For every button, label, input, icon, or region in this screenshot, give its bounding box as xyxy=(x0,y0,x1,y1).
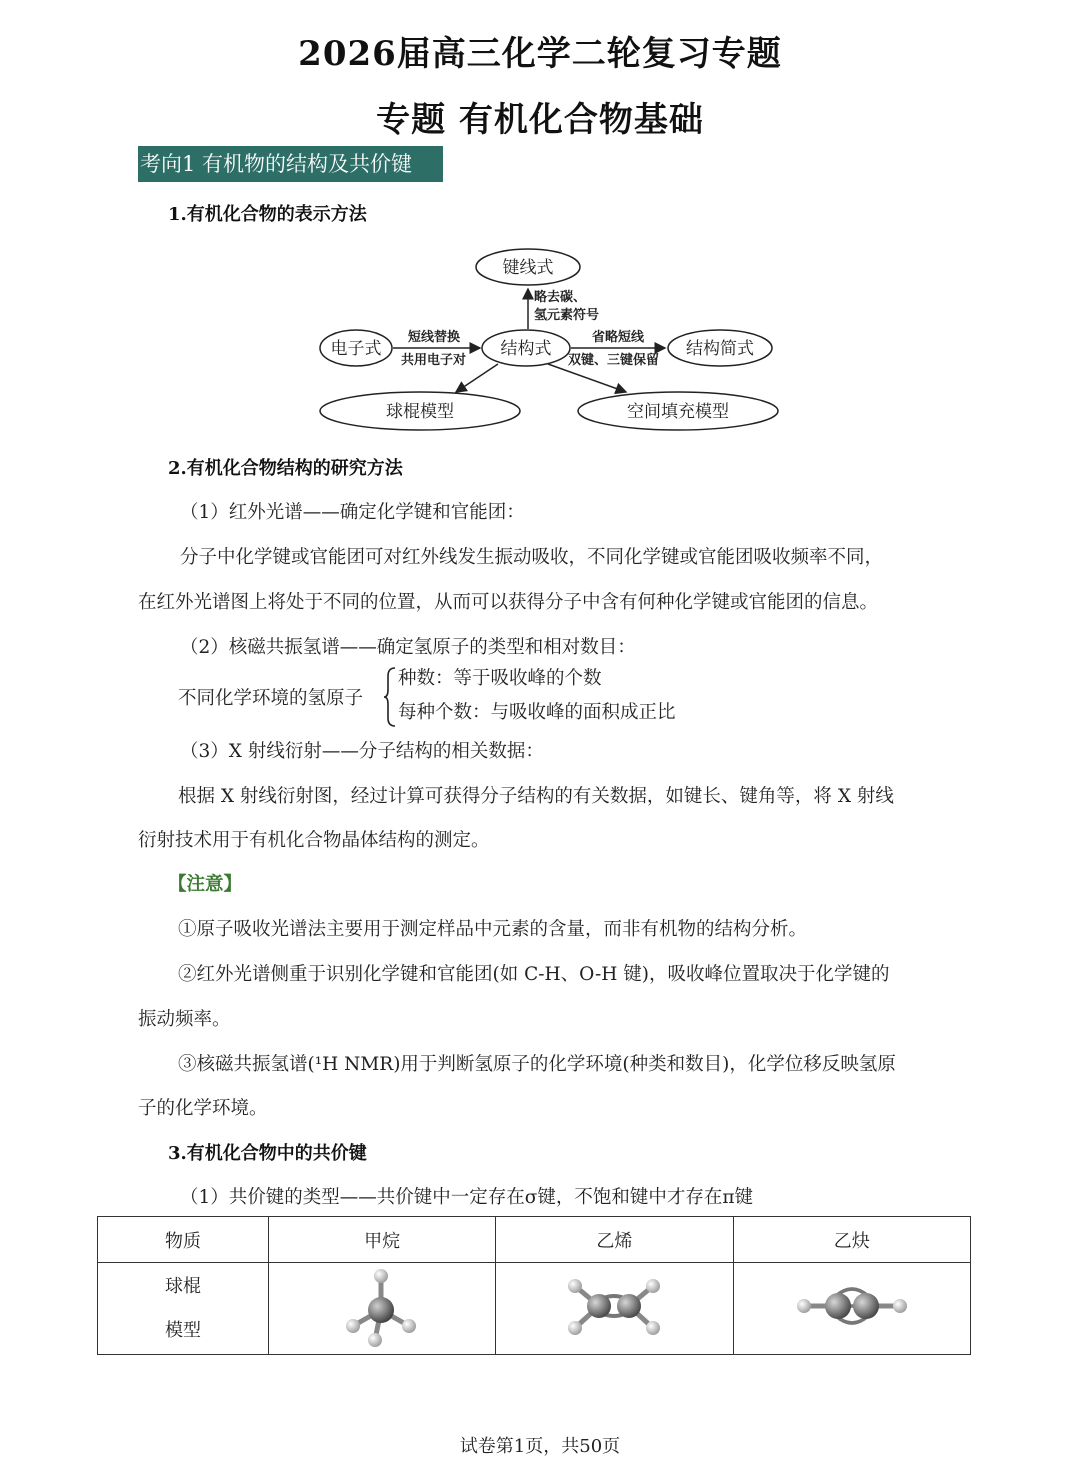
label-up-2: 氢元素符号 xyxy=(534,308,600,323)
row-label-line-2: 模型 xyxy=(164,1319,201,1341)
node-jianxian: 键线式 xyxy=(502,258,554,278)
row-label-line-1: 球棍 xyxy=(164,1275,201,1297)
header-substance: 物质 xyxy=(98,1217,269,1263)
note-label: 【注意】 xyxy=(168,874,243,895)
note-1: ①原子吸收光谱法主要用于测定样品中元素的含量，而非有机物的结构分析。 xyxy=(178,919,808,940)
node-qiugun: 球棍模型 xyxy=(386,402,454,422)
table-row xyxy=(98,1263,971,1355)
nmr-label: 不同化学环境的氢原子 xyxy=(178,688,364,709)
label-up-1: 略去碳、 xyxy=(534,290,587,305)
node-jiegou: 结构式 xyxy=(500,339,552,359)
ethylene-model-cell xyxy=(496,1263,733,1355)
note-2b: 振动频率。 xyxy=(138,1009,231,1030)
label-left-2: 共用电子对 xyxy=(401,353,467,368)
node-kongjian: 空间填充模型 xyxy=(627,402,729,422)
header-methane: 甲烷 xyxy=(268,1217,495,1263)
methane-ball-stick-icon xyxy=(337,1264,427,1348)
nmr-heading: （2）核磁共振氢谱——确定氢原子的类型和相对数目： xyxy=(180,637,636,658)
acetylene-model-cell xyxy=(733,1263,970,1355)
ethylene-ball-stick-icon xyxy=(559,1264,669,1348)
nmr-items xyxy=(398,662,676,730)
xray-body-1: 根据 X 射线衍射图，经过计算可获得分子结构的有关数据，如键长、键角等，将 X 射线 xyxy=(178,786,894,807)
arrow-down-left xyxy=(456,364,498,392)
node-dianzi: 电子式 xyxy=(330,339,382,359)
label-right-2: 双键、三键保留 xyxy=(568,353,660,368)
molecule-table xyxy=(97,1216,971,1355)
document-title: 2026届高三化学二轮复习专题 xyxy=(298,34,782,74)
nmr-item-1: 种数：等于吸收峰的个数 xyxy=(398,668,602,689)
brace-icon xyxy=(383,666,397,728)
arrow-down-right xyxy=(548,364,626,392)
node-jianshi: 结构简式 xyxy=(686,339,754,359)
heading-representation-methods: 1.有机化合物的表示方法 xyxy=(168,204,367,225)
header-ethylene: 乙烯 xyxy=(496,1217,733,1263)
note-2a: ②红外光谱侧重于识别化学键和官能团(如 C-H、O-H 键)，吸收峰位置取决于化学键的 xyxy=(178,964,890,985)
xray-body-2: 衍射技术用于有机化合物晶体结构的测定。 xyxy=(138,830,490,851)
heading-research-methods: 2.有机化合物结构的研究方法 xyxy=(168,458,403,479)
document-subtitle: 专题 有机化合物基础 xyxy=(376,100,704,140)
note-3a: ③核磁共振氢谱(¹H NMR)用于判断氢原子的化学环境(种类和数目)，化学位移反映氢原 xyxy=(178,1054,896,1075)
table-header-row xyxy=(98,1217,971,1263)
note-3b: 子的化学环境。 xyxy=(138,1098,268,1119)
page-footer: 试卷第1页，共50页 xyxy=(459,1436,621,1457)
nmr-item-2: 每种个数：与吸收峰的面积成正比 xyxy=(398,702,676,723)
header-acetylene: 乙炔 xyxy=(733,1217,970,1263)
representation-diagram xyxy=(300,240,790,435)
bond-heading: （1）共价键的类型——共价键中一定存在σ键，不饱和键中才存在π键 xyxy=(180,1187,754,1208)
acetylene-ball-stick-icon xyxy=(792,1276,912,1336)
label-right-1: 省略短线 xyxy=(592,330,645,345)
ir-body-1: 分子中化学键或官能团可对红外线发生振动吸收，不同化学键或官能团吸收频率不同， xyxy=(180,547,884,568)
ir-heading: （1）红外光谱——确定化学键和官能团： xyxy=(180,502,525,523)
ir-body-2: 在红外光谱图上将处于不同的位置，从而可以获得分子中含有何种化学键或官能团的信息。 xyxy=(138,592,879,613)
section-banner: 考向1 有机物的结构及共价键 xyxy=(138,146,443,182)
methane-model-cell xyxy=(268,1263,495,1355)
row-label xyxy=(98,1263,269,1355)
heading-covalent-bonds: 3.有机化合物中的共价键 xyxy=(168,1143,367,1164)
xray-heading: （3）X 射线衍射——分子结构的相关数据： xyxy=(180,741,544,762)
label-left-1: 短线替换 xyxy=(408,330,461,345)
